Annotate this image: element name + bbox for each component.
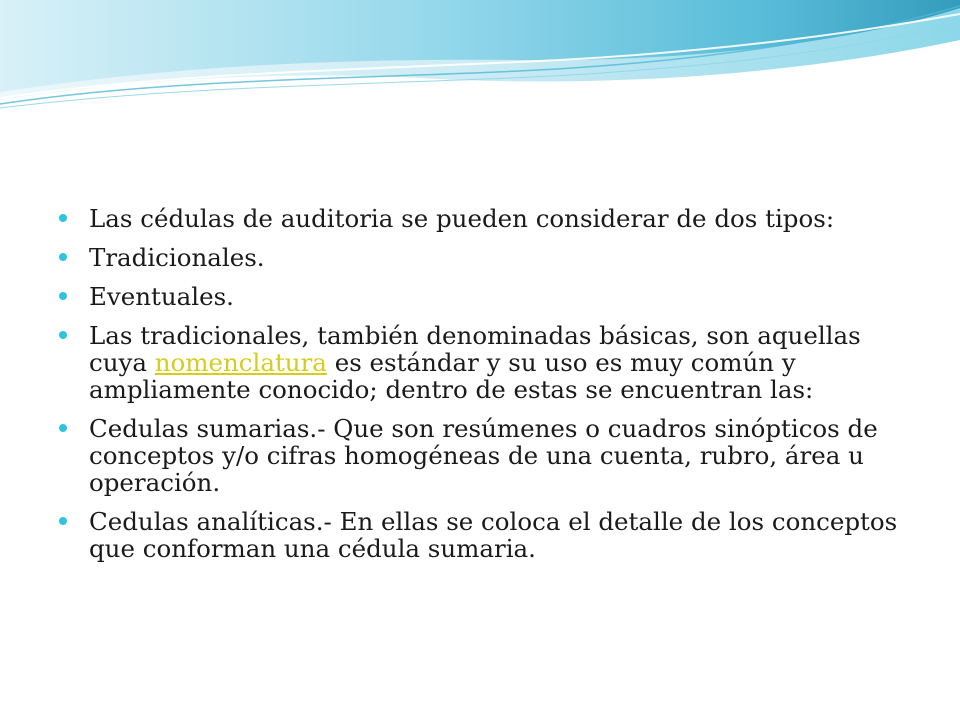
bullet-text: Cedulas sumarias.- Que son resúmenes o cuadros sinópticos de conceptos y/o cifras homogéneas de una cuenta, rubro, área u operación. [89,414,878,497]
bullet-list [56,205,916,562]
bullet-text: Tradicionales. [89,243,265,272]
bullet-item [56,205,916,232]
bullet-dot-icon [59,292,67,300]
bullet-item [56,283,916,310]
bullet-dot-icon [59,253,67,261]
bullet-item [56,508,916,562]
bullet-text: Eventuales. [89,282,234,311]
bullet-text-before-link: Las tradicionales, también denominadas básicas, son aquellas cuya [89,321,861,377]
bullet-dot-icon [59,331,67,339]
bullet-dot-icon [59,517,67,525]
nomenclatura-link[interactable]: nomenclatura [154,348,327,377]
bullet-item [56,415,916,496]
bullet-item [56,322,916,403]
wave-header-decoration [0,0,960,120]
bullet-item [56,244,916,271]
bullet-dot-icon [59,214,67,222]
slide-body [56,205,916,574]
bullet-text: Las cédulas de auditoria se pueden considerar de dos tipos: [89,204,835,233]
bullet-text-after-link: es estándar y su uso es muy común y ampliamente conocido; dentro de estas se encuentran las: [89,348,814,404]
bullet-dot-icon [59,424,67,432]
bullet-text: Cedulas analíticas.- En ellas se coloca el detalle de los conceptos que conforman una cédula sumaria. [89,507,898,563]
